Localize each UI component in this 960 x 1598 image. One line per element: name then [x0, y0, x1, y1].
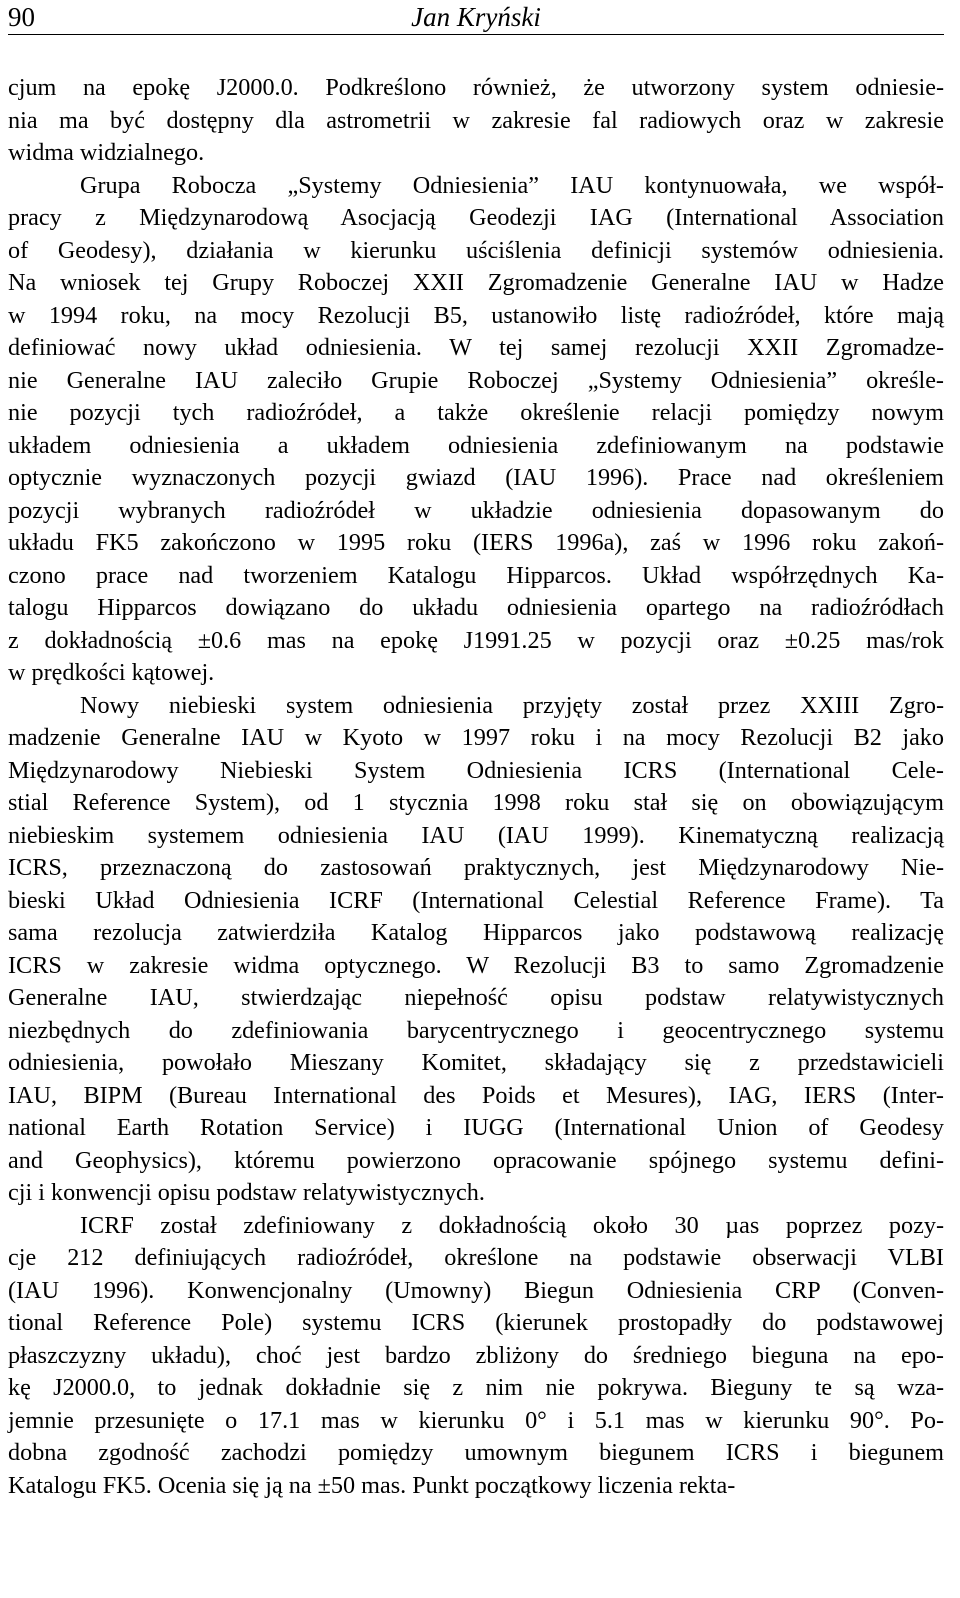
text-line: jemnie przesunięte o 17.1 mas w kierunku 0° i 5.1 mas w kierunku 90°. Po- [8, 1406, 944, 1434]
page-number: 90 [8, 2, 35, 32]
text-line: kę J2000.0, to jednak dokładnie się z nim nie pokrywa. Bieguny te są wza- [8, 1374, 944, 1401]
text-line: z dokładnością ±0.6 mas na epokę J1991.25 w pozycji oraz ±0.25 mas/rok [8, 626, 944, 654]
paragraph [8, 1210, 944, 1503]
text-line: optycznie wyznaczonych pozycji gwiazd (IAU 1996). Prace nad określeniem [8, 464, 944, 491]
text-line: niezbędnych do zdefiniowania barycentrycznego i geocentrycznego systemu [8, 1016, 944, 1044]
text-line: Nowy niebieski system odniesienia przyjęty został przez XXIII Zgro- [80, 691, 944, 719]
text-line: (IAU 1996). Konwencjonalny (Umowny) Biegun Odniesienia CRP (Conven- [8, 1276, 944, 1304]
text-line: Generalne IAU, stwierdzając niepełność opisu podstaw relatywistycznych [8, 984, 944, 1011]
text-line: cji i konwencji opisu podstaw relatywistycznych. [8, 1179, 485, 1206]
paragraph [8, 170, 944, 690]
text-line: definiować nowy układ odniesienia. W tej samej rezolucji XXII Zgromadze- [8, 334, 944, 361]
text-line: Na wniosek tej Grupy Roboczej XXII Zgromadzenie Generalne IAU w Hadze [8, 269, 944, 296]
text-line: cje 212 definiujących radioźródeł, określone na podstawie obserwacji VLBI [8, 1244, 944, 1271]
text-line: stial Reference System), od 1 stycznia 1998 roku stał się on obowiązującym [8, 789, 944, 816]
text-line: madzenie Generalne IAU w Kyoto w 1997 roku i na mocy Rezolucji B2 jako [8, 724, 944, 751]
text-line: widma widzialnego. [8, 139, 205, 166]
text-line: w prędkości kątowej. [8, 659, 215, 686]
page-header [8, 0, 944, 35]
text-line: bieski Układ Odniesienia ICRF (International Celestial Reference Frame). Ta [8, 886, 944, 914]
text-line: płaszczyzny układu), choć jest bardzo zbliżony do średniego bieguna na epo- [8, 1341, 944, 1369]
text-line: tional Reference Pole) systemu ICRS (kierunek prostopadły do podstawowej [8, 1309, 944, 1336]
text-line: nie Generalne IAU zaleciło Grupie Roboczej „Systemy Odniesienia” określe- [8, 366, 944, 394]
document-page [8, 0, 944, 1502]
text-line: w 1994 roku, na mocy Rezolucji B5, ustanowiło listę radioźródeł, które mają [8, 301, 944, 329]
text-line: ICRF został zdefiniowany z dokładnością około 30 µas poprzez pozy- [80, 1211, 944, 1239]
text-line: Grupa Robocza „Systemy Odniesienia” IAU kontynuowała, we współ- [80, 171, 944, 199]
text-line: of Geodesy), działania w kierunku uściślenia definicji systemów odniesienia. [8, 236, 944, 264]
text-line: ICRS, przeznaczoną do zastosowań praktycznych, jest Międzynarodowy Nie- [8, 854, 944, 881]
text-line: ICRS w zakresie widma optycznego. W Rezolucji B3 to samo Zgromadzenie [8, 951, 944, 979]
paragraph [8, 690, 944, 1210]
text-line: talogu Hipparcos dowiązano do układu odniesienia opartego na radioźródłach [8, 594, 944, 621]
text-line: Katalogu FK5. Ocenia się ją na ±50 mas. Punkt początkowy liczenia rekta- [8, 1471, 736, 1499]
text-line: układu FK5 zakończono w 1995 roku (IERS 1996a), zaś w 1996 roku zakoń- [8, 529, 944, 556]
running-head: Jan Kryński [411, 2, 541, 32]
text-line: układem odniesienia a układem odniesienia zdefiniowanym na podstawie [8, 431, 944, 459]
text-line: national Earth Rotation Service) i IUGG (International Union of Geodesy [8, 1114, 944, 1141]
text-line: niebieskim systemem odniesienia IAU (IAU 1999). Kinematyczną realizacją [8, 821, 944, 849]
text-line: and Geophysics), któremu powierzono opracowanie spójnego systemu defini- [8, 1146, 944, 1174]
paragraph [8, 72, 944, 170]
text-line: nie pozycji tych radioźródeł, a także określenie relacji pomiędzy nowym [8, 399, 944, 426]
text-line: cjum na epokę J2000.0. Podkreślono również, że utworzony system odniesie- [8, 74, 944, 101]
text-line: nia ma być dostępny dla astrometrii w zakresie fal radiowych oraz w zakresie [8, 106, 944, 134]
text-line: Międzynarodowy Niebieski System Odniesienia ICRS (International Cele- [8, 756, 944, 784]
text-line: pracy z Międzynarodową Asocjacją Geodezji IAG (International Association [8, 204, 944, 231]
text-line: pozycji wybranych radioźródeł w układzie odniesienia dopasowanym do [8, 496, 944, 524]
body-text [8, 72, 944, 1502]
text-line: sama rezolucja zatwierdziła Katalog Hipparcos jako podstawową realizację [8, 919, 944, 946]
text-line: odniesienia, powołało Mieszany Komitet, składający się z przedstawicieli [8, 1049, 944, 1076]
text-line: IAU, BIPM (Bureau International des Poids et Mesures), IAG, IERS (Inter- [8, 1081, 944, 1109]
text-line: dobna zgodność zachodzi pomiędzy umownym biegunem ICRS i biegunem [8, 1439, 944, 1466]
text-line: czono prace nad tworzeniem Katalogu Hipparcos. Układ współrzędnych Ka- [8, 561, 944, 589]
